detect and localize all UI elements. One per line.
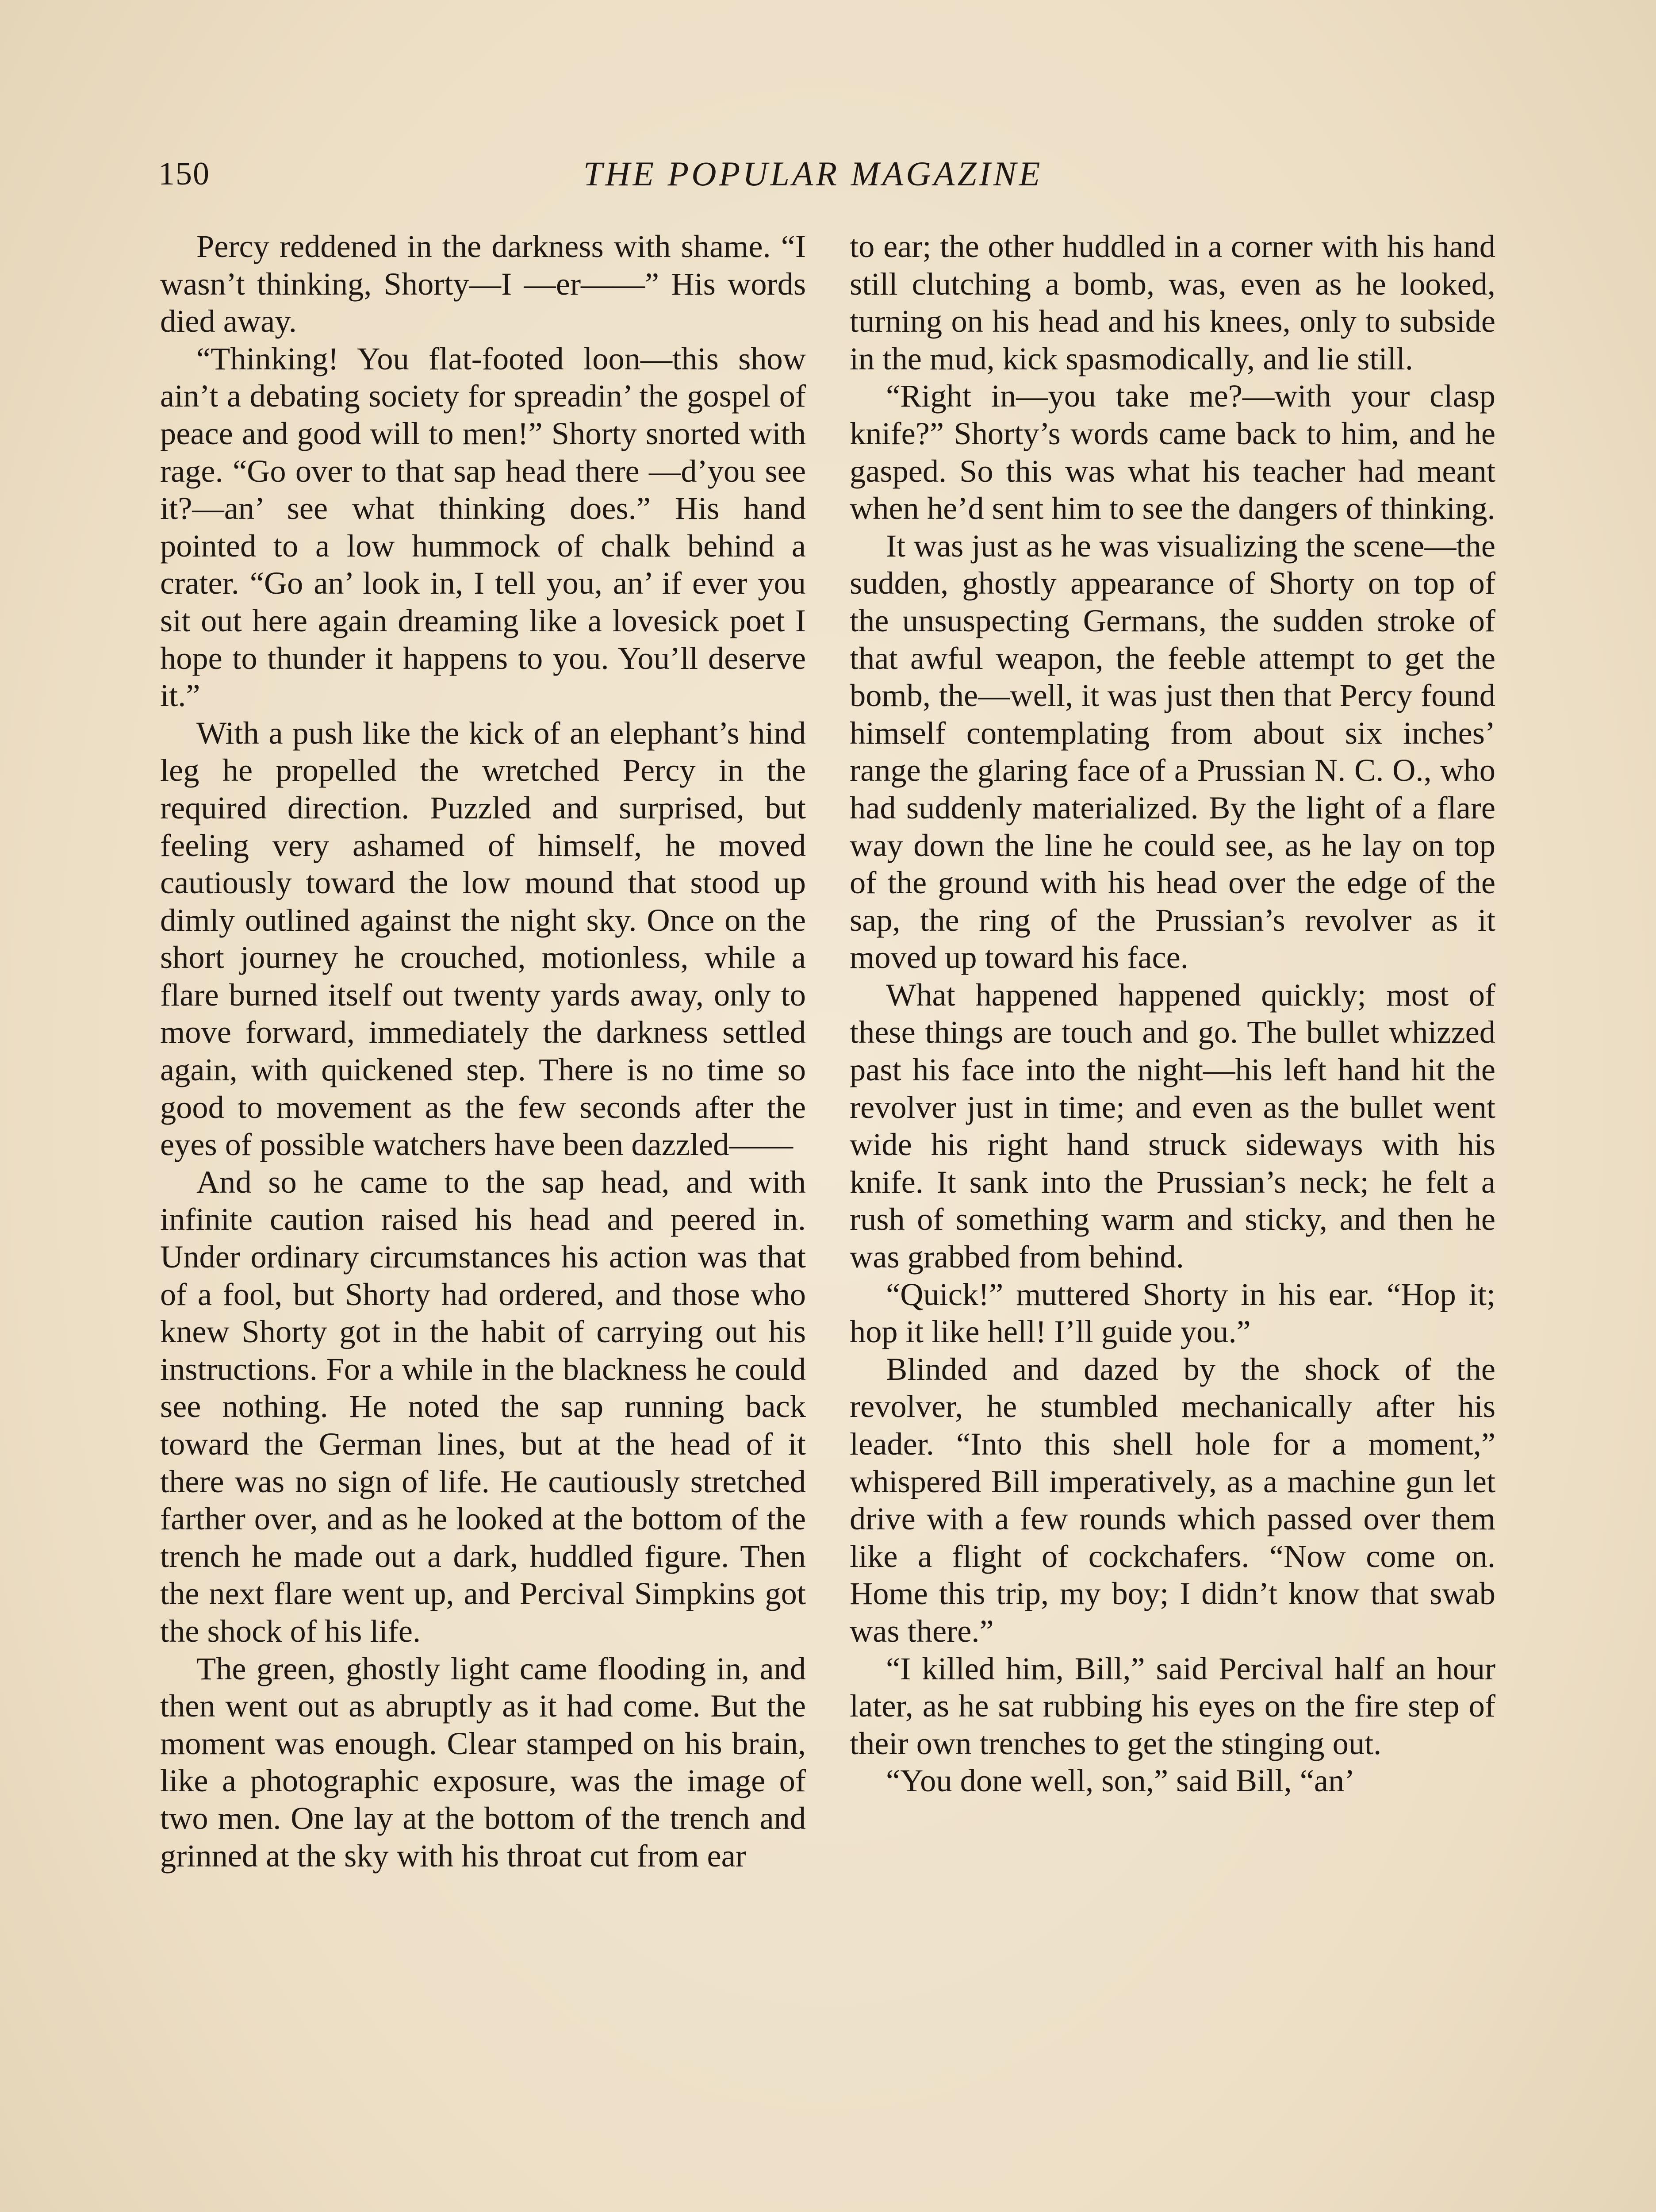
paragraph: And so he came to the sap head, and with infinite caution raised his head and peered in. Under ordinary circumstances his action was that of a fool, but Shorty had ordered, and those who knew Shorty got in the habit of carrying out his instructions. For a while in the blackness he could see nothing. He noted the sap running back toward the German lines, but at the head of it there was no sign of life. He cautiously stretched farther over, and as he looked at the bottom of the trench he made out a dark, huddled figure. Then the next flare went up, and Percival Simpkins got the shock of his life. xyxy=(160,1164,806,1649)
paragraph: “You done well, son,” said Bill, “an’ xyxy=(886,1763,1355,1799)
paragraph-continued: to ear; the other huddled in a corner with his hand still clutching a bomb, was, even as he looked, turning on his head and his knees, only to subside in the mud, kick spasmodically, and lie still. xyxy=(850,228,1495,376)
page-number: 150 xyxy=(158,156,210,192)
paragraph: Percy reddened in the darkness with shame. “I wasn’t thinking, Shorty—I —er——” His words died away. xyxy=(160,228,806,339)
paragraph: Blinded and dazed by the shock of the revolver, he stumbled mechanically after his leader. “Into this shell hole for a moment,” whispered Bill imperatively, as a machine gun let drive with a few rounds which passed over them like a flight of cockchafers. “Now come on. Home this trip, my boy; I didn’t know that swab was there.” xyxy=(850,1351,1495,1649)
paragraph: What happened happened quickly; most of these things are touch and go. The bullet whizzed past his face into the night—his left hand hit the revolver just in time; and even as the bullet went wide his right hand struck sideways with his knife. It sank into the Prussian’s neck; he felt a rush of something warm and sticky, and then he was grabbed from behind. xyxy=(850,976,1495,1275)
paragraph: It was just as he was visualizing the scene—the sudden, ghostly appearance of Shorty on top of the unsuspecting Germans, the sudden stroke of that awful weapon, the feeble attempt to get the bomb, the—well, it was just then that Percy found himself contemplating from about six inches’ range the glaring face of a Prussian N. C. O., who had suddenly materialized. By the light of a flare way down the line he could see, as he lay on top of the ground with his head over the edge of the sap, the ring of the Prussian’s revolver as it moved up toward his face. xyxy=(850,527,1495,975)
page-header xyxy=(158,150,1468,198)
paragraph: “I killed him, Bill,” said Percival half an hour later, as he sat rubbing his eyes on the fire step of their own trenches to get the stinging out. xyxy=(850,1650,1495,1761)
paragraph: “Thinking! You flat-footed loon—this show ain’t a debating society for spreadin’ the gospel of peace and good will to men!” Shorty snorted with rage. “Go over to that sap head there —d’you see it?—an’ see what thinking does.” His hand pointed to a low hummock of chalk behind a crater. “Go an’ look in, I tell you, an’ if ever you sit out here again dreaming like a lovesick poet I hope to thunder it happens to you. You’ll deserve it.” xyxy=(160,340,806,714)
paragraph: With a push like the kick of an elephant’s hind leg he propelled the wretched Percy in the required direction. Puzzled and surprised, but feeling very ashamed of himself, he moved cautiously toward the low mound that stood up dimly outlined against the night sky. Once on the short journey he crouched, motionless, while a flare burned itself out twenty yards away, only to move forward, immediately the darkness settled again, with quickened step. There is no time so good to movement as the few seconds after the eyes of possible watchers have been dazzled—— xyxy=(160,714,806,1163)
left-column xyxy=(160,228,806,1874)
paragraph: “Right in—you take me?—with your clasp knife?” Shorty’s words came back to him, and he gasped. So this was what his teacher had meant when he’d sent him to see the dangers of thinking. xyxy=(850,378,1495,526)
paragraph: The green, ghostly light came flooding in, and then went out as abruptly as it had come. But the moment was enough. Clear stamped on his brain, like a photographic exposure, was the image of two men. One lay at the bottom of the trench and grinned at the sky with his throat cut from ear xyxy=(160,1650,806,1874)
right-column xyxy=(850,228,1495,1800)
paragraph: “Quick!” muttered Shorty in his ear. “Hop it; hop it like hell! I’ll guide you.” xyxy=(850,1276,1495,1350)
running-title: THE POPULAR MAGAZINE xyxy=(583,154,1043,193)
